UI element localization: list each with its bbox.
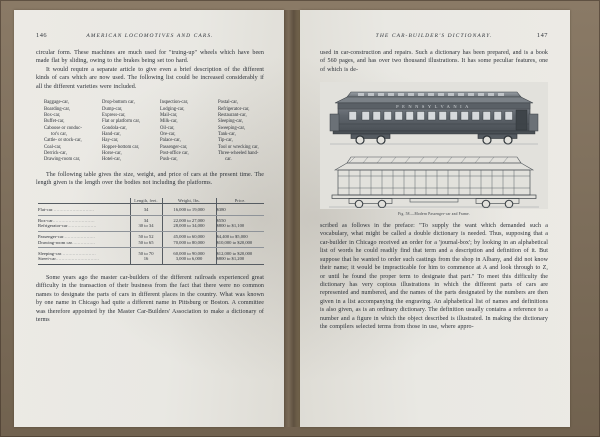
row-length: 34 [130,215,162,223]
row-length: 50 to 52 [130,231,162,239]
row-weight: 22,000 to 27,000 [162,215,216,223]
table-row [38,256,264,264]
list-item: Mail-car, [160,112,178,118]
engraving-illustration [320,82,548,209]
row-weight: 70,000 to 80,000 [162,240,216,248]
table-header-weight: Weight, lbs. [162,198,216,204]
list-item: car. [225,157,232,163]
list-item: Oil-car, [160,125,175,131]
list-item: Milk-car, [160,119,178,125]
list-item: Sleeping-car, [218,119,244,125]
dot-leader: ........................ [61,250,96,256]
list-item: Flat or platform car, [102,119,141,125]
row-price: $380 [216,203,264,215]
car-list-column-3 [160,100,218,163]
row-length: 50 to 65 [130,240,162,248]
table-row [38,223,264,231]
list-item: Hopper-bottom car, [102,144,140,150]
left-paragraph-3: The following table gives the size, weight, and price of cars at the present time. The length given is the length over the bodies not including the platforms. [36,171,264,187]
right-paragraph-2: scribed as follows in the preface: "To supply the want which demanded such a vocabulary, what might be called a double dictionary is needed. Thus, supposing that a car-builder in Chicago received an order for a 'journal-box'; by looking in an alphabetical list of words he could readily find that term and a description and definition of it. But suppose that he wanted to order such castings from the shop in Albany, and did not know their name; it would be impracticable for him to commence at A and look through to Z, or until he found the proper term to designate that part." To meet this difficulty the dictionary has very copious illustrations in which the different parts of cars are represented and numbered, and the names of the parts designated by the numbers are then given in a list accompanying the engraving. An alphabetical list of names and definitions is also given, as is an ordinary dictionary. The definition usually contains a reference to a number and a figure in which the object described is illustrated. In making the dictionary the compilers selected terms from those in use, where appro- [320,222,548,331]
list-item: Drop-bottom car, [102,100,135,106]
row-weight: 45,000 to 60,000 [162,231,216,239]
table-bottom-rule [38,264,264,265]
dot-leader: ................ [72,239,96,245]
list-item: Restaurant-car, [218,112,247,118]
list-item: Cattle- or stock-car, [44,138,82,144]
list-item: Box-car, [44,112,61,118]
list-item: Dump-car, [102,106,123,112]
list-item: Drawing-room car, [44,157,81,163]
row-length: 16 [130,256,162,264]
car-road-name-lettering: PENNSYLVANIA [396,104,472,110]
book-gutter [284,10,300,427]
dot-leader: ...................... [63,234,96,240]
left-page-header-title: AMERICAN LOCOMOTIVES AND CARS. [86,33,214,39]
row-label-text: Passenger-car [38,234,64,240]
row-price: $550 [216,215,264,223]
row-label-text: Sleeping-car [38,250,62,256]
left-page-folio: 146 [36,32,48,39]
list-item: Postal-car, [218,100,238,106]
list-item: Passenger-car, [160,144,188,150]
list-item: Sweeping-car, [218,125,246,131]
left-paragraph-4: Some years ago the master car-builders of the different railroads experienced great difficulty in the transaction of their business from the fact that there were no common names to designate the parts of cars in different places in the country. What was known by one name in Chicago had quite a different name in Pittsburg or Boston. A committee was therefore appointed by the Master Car-Builders' Association to make a dictionary of terms [36,274,264,323]
row-weight: 28,000 to 34,000 [162,223,216,231]
row-length: 30 to 34 [130,223,162,231]
row-weight: 60,000 to 90,000 [162,248,216,256]
table-row [38,203,264,215]
car-list-column-4 [218,100,276,163]
row-price: $10,000 to $20,000 [216,240,264,248]
list-item: Caboose or conduc- [44,125,82,131]
row-weight: 3,000 to 6,000 [162,256,216,264]
row-label-text: Box-car [38,218,53,223]
row-price: $4,400 to $5,000 [216,231,264,239]
passenger-car-frame-svg [320,150,548,208]
row-label-text: Street-car [38,256,56,262]
list-item: Hotel-car, [102,157,121,163]
row-price: $800 to $1,100 [216,223,264,231]
car-list-column-2 [102,100,160,163]
list-item: tor's car, [51,131,67,137]
row-label [38,256,130,264]
right-page-running-head [320,32,548,40]
dot-leader: ............................. [52,218,95,223]
list-item: Derrick-car, [44,151,67,157]
left-page [14,10,284,427]
list-item: Express-car, [102,112,126,118]
left-paragraph-1: circular form. These machines are much used for "truing-up" wheels which have been made flat by sliding, owing to the brakes being set too hard. [36,50,264,65]
list-item: Palace-car, [160,138,181,144]
right-page-folio: 147 [536,32,548,39]
car-list-column-1 [44,100,102,163]
passenger-car-exterior-svg [320,84,548,146]
list-item: Tank-car, [218,131,236,137]
table-header-length: Length, feet. [130,198,162,204]
dot-leader: .................... [67,223,97,229]
row-length: 50 to 70 [130,248,162,256]
list-item: Inspection-car, [160,100,189,106]
list-item: Gondola-car, [102,125,127,131]
list-item: Ore-car, [160,131,176,137]
list-item: Hay-car, [102,138,119,144]
row-length: 34 [130,203,162,215]
list-item: Lodging-car, [160,106,185,112]
list-item: Tip-car, [218,138,233,144]
figure-caption: Fig. 58.—Modern Passenger-car and Frame. [398,211,470,216]
table-row [38,248,264,256]
car-types-list [44,100,276,163]
list-item: Push-car, [160,157,178,163]
row-label [38,215,130,223]
row-label-text: Refrigerator-car [38,223,68,229]
list-item: Hand-car, [102,131,121,137]
row-price: $12,000 to $20,000 [216,248,264,256]
dot-leader: ............................. [52,206,95,212]
list-item: Buffet-car, [44,119,65,125]
list-item: Boarding-car, [44,106,71,112]
row-label [38,240,130,248]
list-item: Baggage-car, [44,100,69,106]
row-label [38,203,130,215]
row-label [38,248,130,256]
right-page-header-title: THE CAR-BUILDER'S DICTIONARY. [375,33,493,39]
list-item: Post-office car, [160,151,189,157]
list-item: Refrigerator-car, [218,106,250,112]
row-label-text: Flat-car [38,206,53,212]
figure-passenger-car [320,82,548,216]
left-paragraph-2: It would require a separate article to give even a brief description of the different kinds of cars which are now used. The following list could be increased considerably if all the different varieties were included. [36,66,264,90]
list-item: Horse-car, [102,151,122,157]
row-label [38,231,130,239]
list-item: Tool or wrecking car, [218,144,259,150]
row-weight: 16,000 to 19,000 [162,203,216,215]
row-label [38,223,130,231]
right-page [300,10,570,427]
table-row [38,240,264,248]
table-row [38,215,264,223]
right-paragraph-1: used in car-construction and repairs. Such a dictionary has been prepared, and is a book of 560 pages, and has over two thousand illustrations. It has some peculiar features, one of which is de- [320,50,548,73]
car-specifications-table [38,198,264,265]
row-label-text: Drawing-room car [38,239,73,245]
dot-leader: .............................. [55,256,100,262]
table-row [38,231,264,239]
list-item: Three-wheeled hand- [218,151,259,157]
list-item: Coal-car, [44,144,62,150]
left-page-running-head [36,32,264,40]
row-price: $800 to $1,200 [216,256,264,264]
table-header-price: Price. [216,198,264,204]
